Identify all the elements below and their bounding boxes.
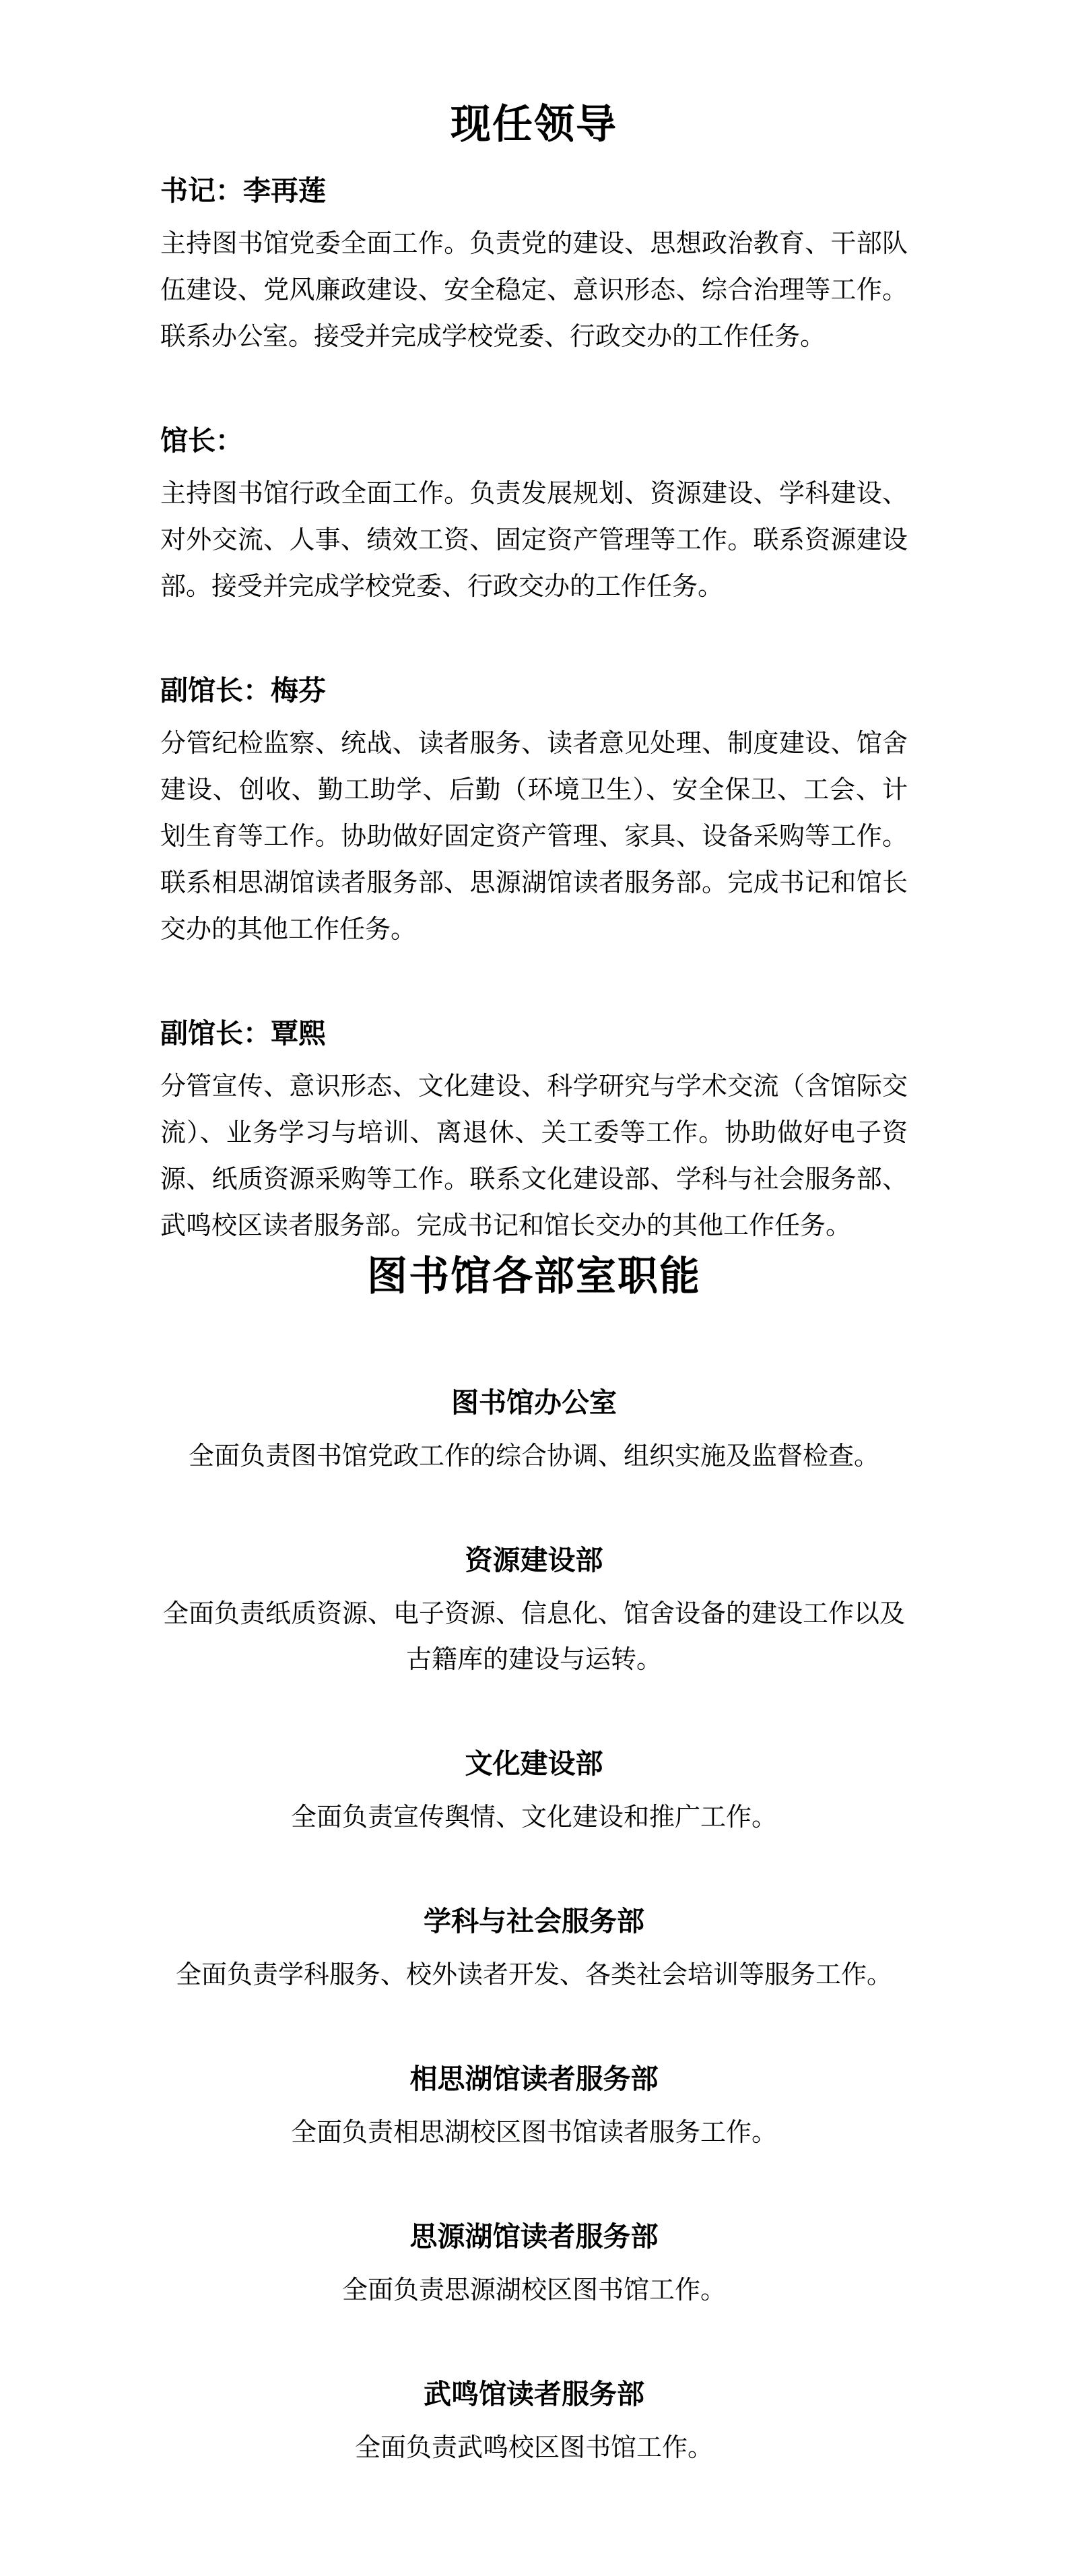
leader-duties-text: 分管纪检监察、统战、读者服务、读者意见处理、制度建设、馆舍建设、创收、勤工助学、后勤（环境卫生）、安全保卫、工会、计划生育等工作。协助做好固定资产管理、家具、设备采购等工作。联系相思湖馆读者服务部、思源湖馆读者服务部。完成书记和馆长交办的其他工作任务。 bbox=[160, 730, 908, 944]
department-section-office bbox=[160, 1386, 908, 1479]
page-title-department-functions: 图书馆各部室职能 bbox=[367, 1254, 701, 1299]
leader-role-heading: 副馆长：梅芬 bbox=[160, 675, 326, 706]
leader-duties-text: 主持图书馆党委全面工作。负责党的建设、思想政治教育、干部队伍建设、党风廉政建设、安全稳定、意识形态、综合治理等工作。联系办公室。接受并完成学校党委、行政交办的工作任务。 bbox=[160, 230, 908, 351]
document-content bbox=[160, 104, 908, 2471]
department-name: 资源建设部 bbox=[465, 1545, 603, 1576]
leader-section-deputy-director-meifen bbox=[160, 674, 908, 953]
department-function-text: 全面负责学科服务、校外读者开发、各类社会培训等服务工作。 bbox=[175, 1961, 892, 1989]
leader-section-deputy-director-qinxi bbox=[160, 1017, 908, 1250]
page-title-current-leadership: 现任领导 bbox=[450, 102, 618, 147]
department-section-xiangsihu-reader-service bbox=[160, 2063, 908, 2156]
department-name: 文化建设部 bbox=[465, 1748, 603, 1779]
department-name: 图书馆办公室 bbox=[451, 1387, 617, 1418]
department-section-discipline-social-service bbox=[160, 1905, 908, 1998]
department-function-text: 全面负责相思湖校区图书馆读者服务工作。 bbox=[290, 2119, 777, 2147]
leader-role-heading: 馆长： bbox=[160, 425, 243, 456]
department-name: 武鸣馆读者服务部 bbox=[424, 2379, 644, 2410]
department-name: 思源湖馆读者服务部 bbox=[409, 2221, 659, 2252]
department-name: 学科与社会服务部 bbox=[424, 1906, 644, 1937]
department-section-siyuanhu-reader-service bbox=[160, 2220, 908, 2313]
department-function-text: 全面负责思源湖校区图书馆工作。 bbox=[341, 2276, 726, 2305]
department-function-text: 全面负责武鸣校区图书馆工作。 bbox=[354, 2434, 713, 2462]
leader-section-director bbox=[160, 424, 908, 610]
leader-duties-text: 分管宣传、意识形态、文化建设、科学研究与学术交流（含馆际交流）、业务学习与培训、离退休、关工委等工作。协助做好电子资源、纸质资源采购等工作。联系文化建设部、学科与社会服务部、武鸣校区读者服务部。完成书记和馆长交办的其他工作任务。 bbox=[160, 1072, 908, 1240]
department-function-text: 全面负责纸质资源、电子资源、信息化、馆舍设备的建设工作以及古籍库的建设与运转。 bbox=[162, 1600, 905, 1674]
leader-role-heading: 书记：李再莲 bbox=[160, 175, 326, 206]
leader-section-secretary bbox=[160, 174, 908, 360]
leader-duties-text: 主持图书馆行政全面工作。负责发展规划、资源建设、学科建设、对外交流、人事、绩效工资、固定资产管理等工作。联系资源建设部。接受并完成学校党委、行政交办的工作任务。 bbox=[160, 480, 908, 601]
department-section-wuming-reader-service bbox=[160, 2378, 908, 2471]
department-function-text: 全面负责图书馆党政工作的综合协调、组织实施及监督检查。 bbox=[188, 1442, 879, 1471]
leader-role-heading: 副馆长：覃熙 bbox=[160, 1018, 326, 1049]
department-name: 相思湖馆读者服务部 bbox=[409, 2063, 659, 2094]
department-function-text: 全面负责宣传舆情、文化建设和推广工作。 bbox=[290, 1803, 777, 1832]
department-section-culture-construction bbox=[160, 1747, 908, 1840]
department-section-resource-construction bbox=[160, 1544, 908, 1683]
